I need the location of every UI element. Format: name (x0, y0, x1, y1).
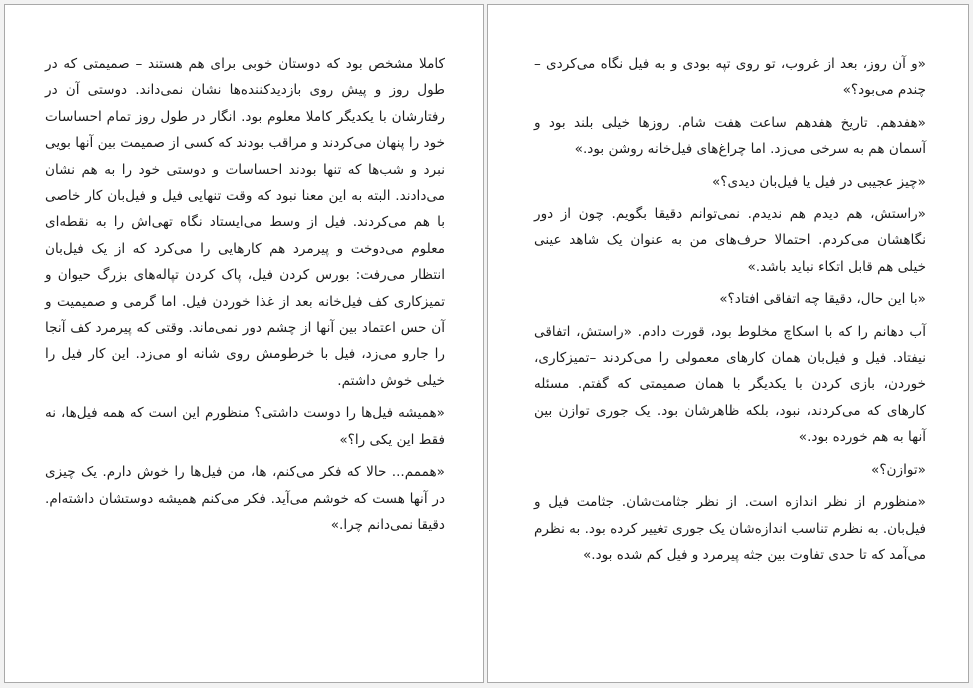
paragraph: کاملا مشخص بود که دوستان خوبی برای هم هستند – صمیمتی که در طول روز و پیش روی بازدیدکننده‌ها نشان نمی‌داند. دوستی آن در رفتارشان با یکدیگر کاملا معلوم بود. انگار در طول روز تمام احساسات خود را پنهان می‌کردند و مراقب بودند که کسی از صمیمت بین آنها بویی نبرد و شب‌ها که تنها بودند احساسات و دوستی خود را به هم نشان می‌دادند. البته به این معنا نبود که وقت تنهایی فیل و فیل‌بان کار خاصی با هم می‌کردند. فیل از وسط می‌ایستاد نگاه تهی‌اش را به نقطه‌ای معلوم می‌دوخت و پیرمرد هم کارهایی را می‌کرد که از یک فیل‌بان انتظار می‌رفت: بورس کردن فیل، پاک کردن تپاله‌های بزرگ حیوان و تمیزکاری کف فیل‌خانه بعد از غذا خوردن فیل. اما گرمی و صمیمیت و آن حس اعتماد بین آنها از چشم دور نمی‌ماند. وقتی که پیرمرد کف آنجا را جارو می‌زد، فیل با خرطومش روی شانه او می‌زد. این کار فیل را خیلی خوش داشتم. (45, 56, 445, 389)
right-page-text (534, 51, 926, 574)
right-page (487, 4, 969, 683)
paragraph: آب دهانم را که با اسکاچ مخلوط بود، قورت دادم. «راستش، اتفاقی نیفتاد. فیل و فیل‌بان همان کارهای معمولی را می‌کردند –تمیزکاری، خوردن، بازی کردن با یکدیگر با همان صمیمتی که گفتم. مسئله کارهای که می‌کردند، نبود، بلکه ظاهرشان بود. یک جوری توازن بین آنها به هم خورده بود.» (534, 323, 926, 446)
paragraph: «منظورم از نظر اندازه است. از نظر جثامت‌شان. جثامت فیل و فیل‌بان. به نظرم تناسب اندازه‌شان یک جوری تغییر کرده بود. به نظرم می‌آمد که تا حدی تفاوت بین جثه پیرمرد و فیل کم شده بود.» (534, 494, 926, 563)
paragraph: «همیشه فیل‌ها را دوست داشتی؟ منظورم این است که همه فیل‌ها، نه فقط این یکی را؟» (45, 405, 445, 448)
left-page-text (45, 51, 445, 544)
paragraph: «هفدهم. تاریخ هفدهم ساعت هفت شام. روزها خیلی بلند بود و آسمان هم به سرخی می‌زد. اما چراغ‌های فیل‌خانه روشن بود.» (534, 114, 926, 158)
paragraph: «راستش، هم دیدم هم ندیدم. نمی‌توانم دقیقا بگویم. چون از دور نگاهشان می‌کردم. احتمالا حرف‌های من به عنوان یک شاهد عینی خیلی هم قابل اتکاء نباید باشد.» (534, 206, 926, 275)
paragraph: «با این حال، دقیقا چه اتفاقی افتاد؟» (719, 291, 926, 308)
paragraph: «توازن؟» (871, 461, 926, 478)
left-page (4, 4, 484, 683)
paragraph: «هممم... حالا که فکر می‌کنم، ها، من فیل‌ها را خوش دارم. یک چیزی در آنها هست که خوشم می‌آید. فکر می‌کنم همیشه دوستشان داشته‌ام. دقیقا نمی‌دانم چرا.» (45, 464, 445, 533)
paragraph: «و آن روز، بعد از غروب، تو روی تپه بودی و به فیل نگاه می‌کردی – چندم می‌بود؟» (534, 56, 926, 99)
paragraph: «چیز عجیبی در فیل یا فیل‌بان دیدی؟» (711, 173, 926, 190)
